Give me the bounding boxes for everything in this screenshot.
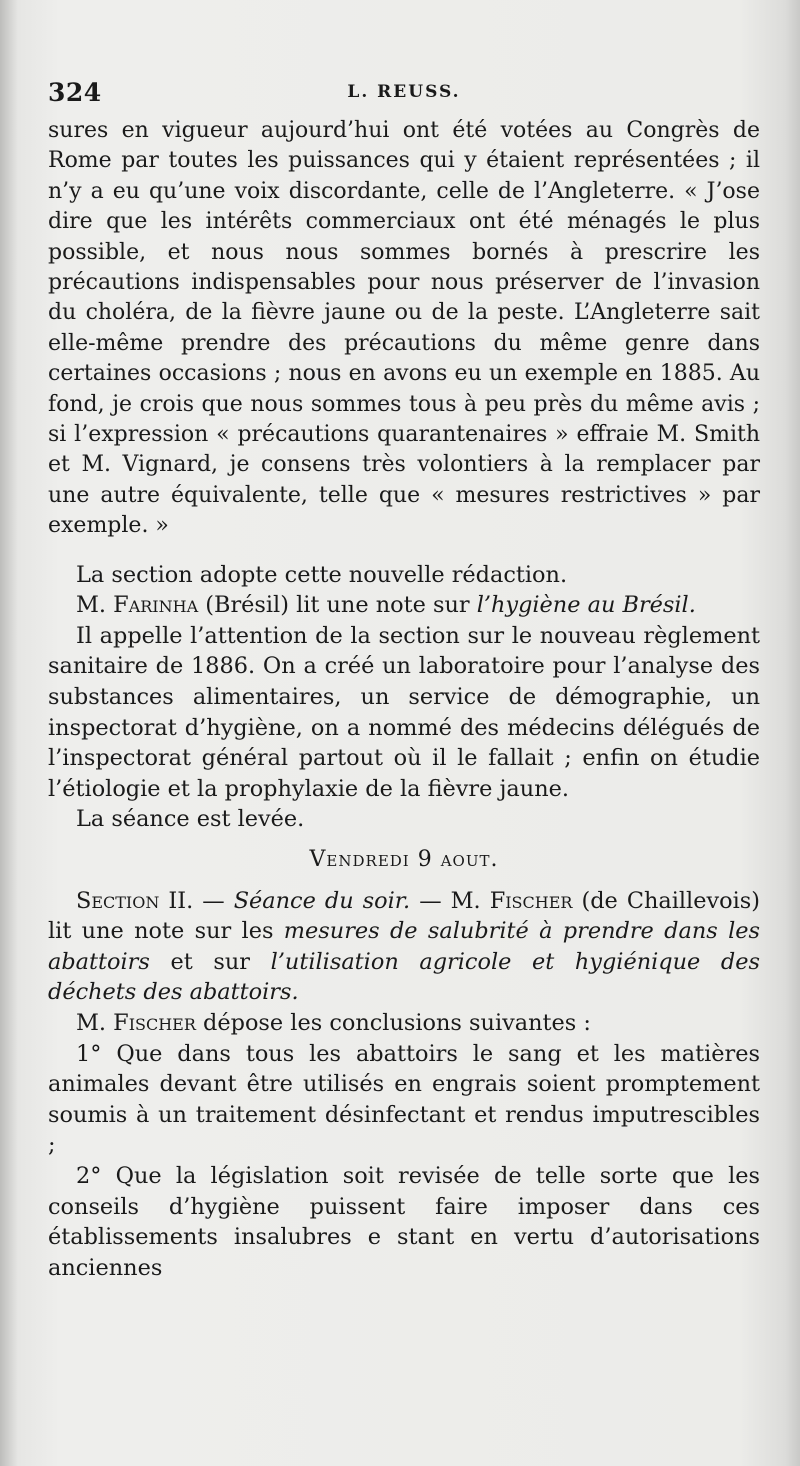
speaker-name: Fischer: [113, 1010, 196, 1036]
page-body: [48, 116, 760, 1283]
adoption-paragraph: La section adopte cette nouvelle rédaction.: [76, 561, 568, 588]
conclusion-1: 1° Que dans tous les abattoirs le sang et les matières animales devant être utilisés en engrais soient promptement soumis à un traitement désinfectant et rendus imputrescibles ;: [48, 1040, 760, 1159]
dash: —: [193, 887, 234, 914]
section-ii-paragraph: [48, 886, 760, 1008]
honorific: M.: [76, 592, 107, 619]
seance-levee-paragraph: La séance est levée.: [76, 806, 305, 833]
note-title: l’hygiène au Brésil.: [476, 592, 696, 619]
conclusion-2: 2° Que la législation soit revisée de telle sorte que les conseils d’hygiène puissent faire imposer dans ces établissements insalubres e stant en vertu d’autorisations anciennes: [48, 1162, 760, 1281]
speaker-name: Fischer: [489, 887, 573, 914]
honorific: M.: [76, 1010, 107, 1036]
paragraph-text: (Brésil) lit une note sur: [198, 592, 477, 619]
farinha-paragraph: [48, 590, 760, 621]
note-title: l’utilisation agricole et hygiénique des déchets des abattoirs.: [48, 948, 760, 1006]
note-title: mesures de salubrité à prendre dans les abattoirs: [48, 918, 760, 975]
paragraph-text: (de Chaillevois) lit une note sur les: [48, 887, 760, 945]
section-label: Section II.: [76, 887, 194, 914]
dash: — M.: [410, 887, 490, 914]
paragraph-text: dépose les conclusions suivantes :: [195, 1010, 591, 1036]
day-heading: Vendredi 9 aout.: [309, 847, 499, 873]
page-header: [48, 78, 760, 114]
running-title: L. REUSS.: [347, 82, 461, 102]
conclusions-paragraph: [48, 1008, 760, 1039]
page-number: 324: [48, 78, 102, 107]
quote-paragraph: sures en vigueur aujourd’hui ont été votées au Congrès de Rome par toutes les puissances qui y étaient représentées ; il n’y a eu qu’une voix discordante, celle de l’Angleterre. « J’ose dire que les intérêts commerciaux ont été ménagés le plus possible, et nous nous sommes bornés à prescrire les précautions indispensables pour nous préserver de l’invasion du choléra, de la fièvre jaune ou de la peste. L’Angleterre sait elle-même prendre des précautions du même genre dans certaines occasions ; nous en avons eu un exemple en 1885. Au fond, je crois que nous sommes tous à peu près du même avis ; si l’expression « précautions quarantenaires » effraie M. Smith et M. Vignard, je consens très volontiers à la remplacer par une autre équivalente, telle que « mesures restrictives » par exemple. »: [48, 118, 760, 539]
speaker-name: Farinha: [113, 592, 199, 619]
seance-label: Séance du soir.: [233, 887, 411, 914]
reglement-paragraph: Il appelle l’attention de la section sur le nouveau règlement sanitaire de 1886. On a créé un laboratoire pour l’analyse des substances alimentaires, un service de démographie, un inspectorat d’hygiène, on a nommé des médecins délégués de l’inspectorat général partout où il le fallait ; enfin on étudie l’étiologie et la prophylaxie de la fièvre jaune.: [48, 622, 760, 802]
paragraph-text: et sur: [149, 948, 271, 975]
